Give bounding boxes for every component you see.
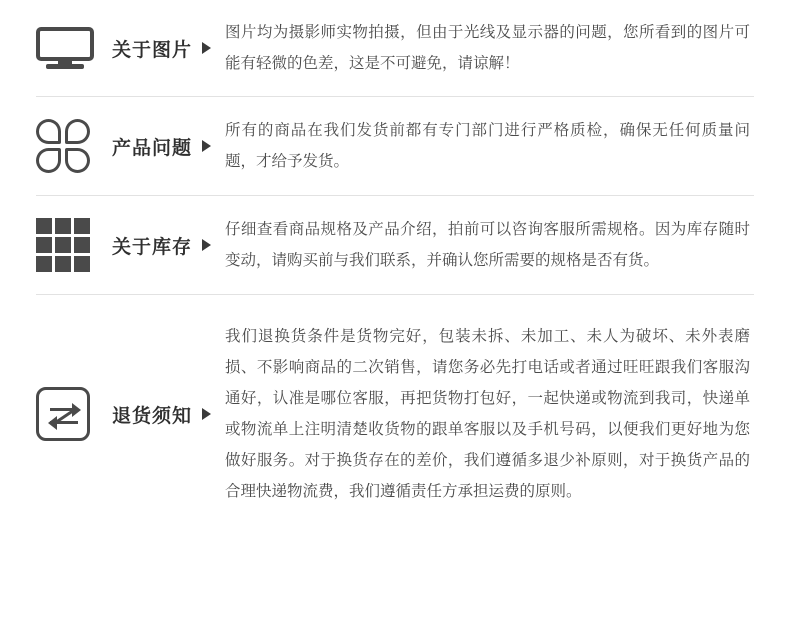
icon-cell [36, 119, 112, 173]
icon-cell [36, 218, 112, 272]
grid-icon [36, 218, 90, 272]
section-heading [112, 401, 225, 428]
section-product-issues [0, 97, 790, 195]
triangle-right-icon [202, 140, 211, 152]
exchange-arrows-icon [36, 387, 90, 441]
section-body: 我们退换货条件是货物完好，包装未拆、未加工、未人为破坏、未外表磨损、不影响商品的二次销售，请您务必先打电话或者通过旺旺跟我们客服沟通好，认准是哪位客服，再把货物打包好，一起快递或物流到我司，快递单或物流单上注明清楚收货物的跟单客服以及手机号码，以便我们更好地为您做好服务。对于换货存在的差价，我们遵循多退少补原则，对于换货产品的合理快递物流费，我们遵循责任方承担运费的原则。 [225, 328, 750, 500]
section-title: 退货须知 [112, 405, 193, 427]
icon-cell [36, 27, 112, 69]
section-title: 关于库存 [112, 236, 193, 258]
monitor-icon [36, 27, 94, 69]
section-body: 图片均为摄影师实物拍摄，但由于光线及显示器的问题，您所看到的图片可能有轻微的色差，这是不可避免，请谅解！ [225, 24, 750, 72]
section-body: 所有的商品在我们发货前都有专门部门进行严格质检，确保无任何质量问题，才给予发货。 [225, 122, 750, 170]
clover-icon [36, 119, 90, 173]
triangle-right-icon [202, 239, 211, 251]
triangle-right-icon [202, 42, 211, 54]
section-heading [112, 232, 225, 259]
section-title: 关于图片 [112, 39, 193, 61]
section-about-stock [0, 196, 790, 294]
section-return-policy [0, 295, 790, 533]
section-heading [112, 133, 225, 160]
triangle-right-icon [202, 408, 211, 420]
section-heading [112, 35, 225, 62]
section-body: 仔细查看商品规格及产品介绍，拍前可以咨询客服所需规格。因为库存随时变动，请购买前与我们联系，并确认您所需要的规格是否有货。 [225, 221, 750, 269]
icon-cell [36, 387, 112, 441]
section-about-images [0, 0, 790, 96]
section-title: 产品问题 [112, 137, 193, 159]
